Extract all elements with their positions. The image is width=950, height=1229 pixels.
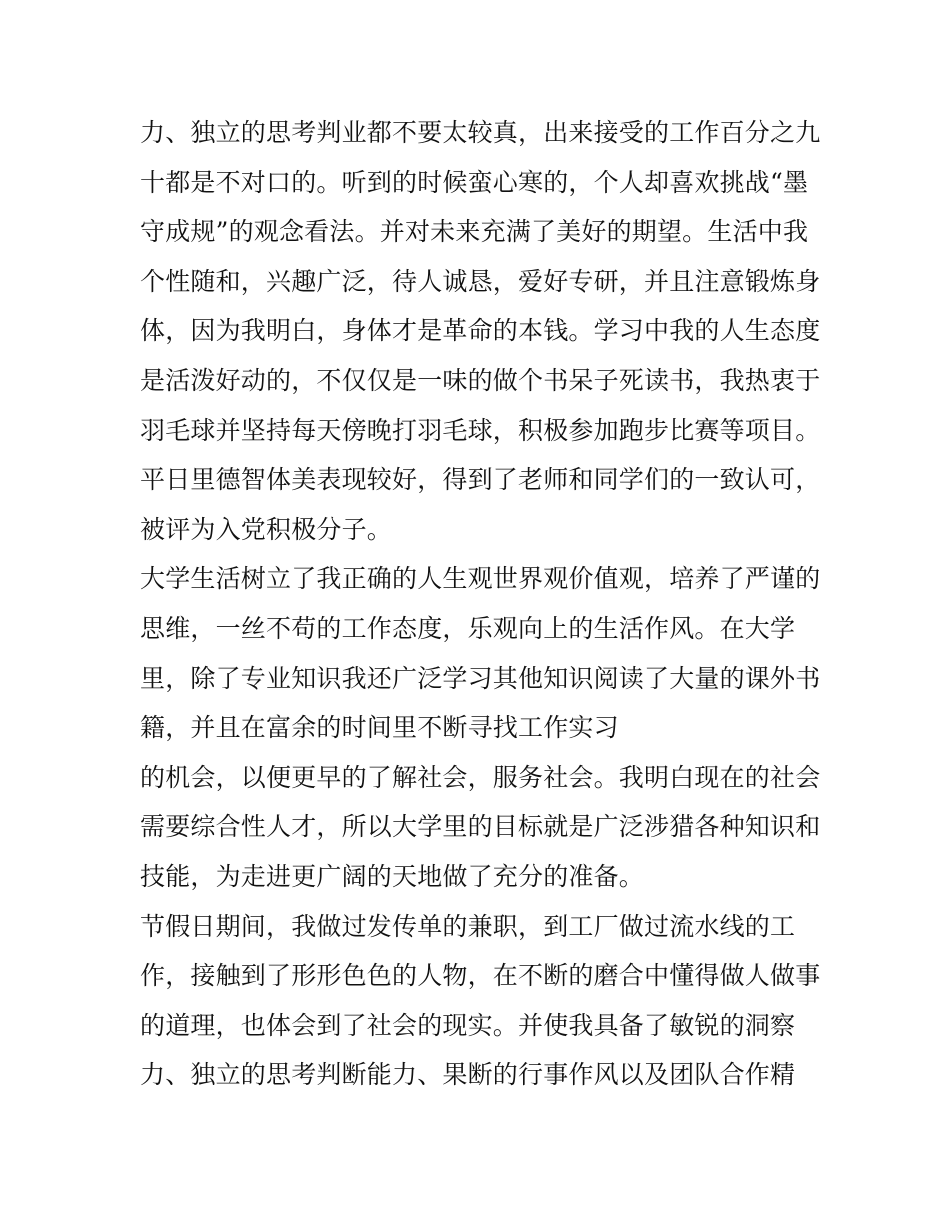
text-line: 里，除了专业知识我还广泛学习其他知识阅读了大量的课外书 [140,663,821,693]
text-line: 体，因为我明白，身体才是革命的本钱。学习中我的人生态度 [140,316,821,346]
text-line: 十都是不对口的。听到的时候蛮心寒的，个人却喜欢挑战“墨 [140,167,809,197]
text-line: 思维，一丝不苟的工作态度，乐观向上的生活作风。在大学 [140,613,796,643]
text-line: 平日里德智体美表现较好，得到了老师和同学们的一致认可， [140,465,821,495]
text-line: 的机会，以便更早的了解社会，服务社会。我明白现在的社会 [140,762,821,792]
text-line: 作，接触到了形形色色的人物，在不断的磨合中懂得做人做事 [140,961,821,991]
text-line: 技能，为走进更广阔的天地做了充分的准备。 [140,861,645,891]
text-line: 的道理，也体会到了社会的现实。并使我具备了敏锐的洞察 [140,1010,796,1040]
text-line: 籍，并且在富余的时间里不断寻找工作实习 [140,713,619,743]
text-line: 被评为入党积极分子。 [140,514,393,544]
text-line: 力、独立的思考判业都不要太较真，出来接受的工作百分之九 [140,118,821,147]
text-line: 力、独立的思考判断能力、果断的行事作风以及团队合作精 [140,1060,796,1090]
text-line: 节假日期间，我做过发传单的兼职，到工厂做过流水线的工 [140,911,796,941]
text-line: 需要综合性人才，所以大学里的目标就是广泛涉猎各种知识和 [140,812,821,842]
text-line: 是活泼好动的，不仅仅是一味的做个书呆子死读书，我热衷于 [140,365,821,395]
text-line: 大学生活树立了我正确的人生观世界观价值观，培养了严谨的 [140,564,821,594]
text-line: 羽毛球并坚持每天傍晚打羽毛球，积极参加跑步比赛等项目。 [140,415,821,445]
text-line: 个性随和，兴趣广泛，待人诚恳，爱好专研，并且注意锻炼身 [140,266,821,296]
document-body [140,108,820,1100]
text-line: 守成规”的观念看法。并对未来充满了美好的期望。生活中我 [140,217,809,247]
